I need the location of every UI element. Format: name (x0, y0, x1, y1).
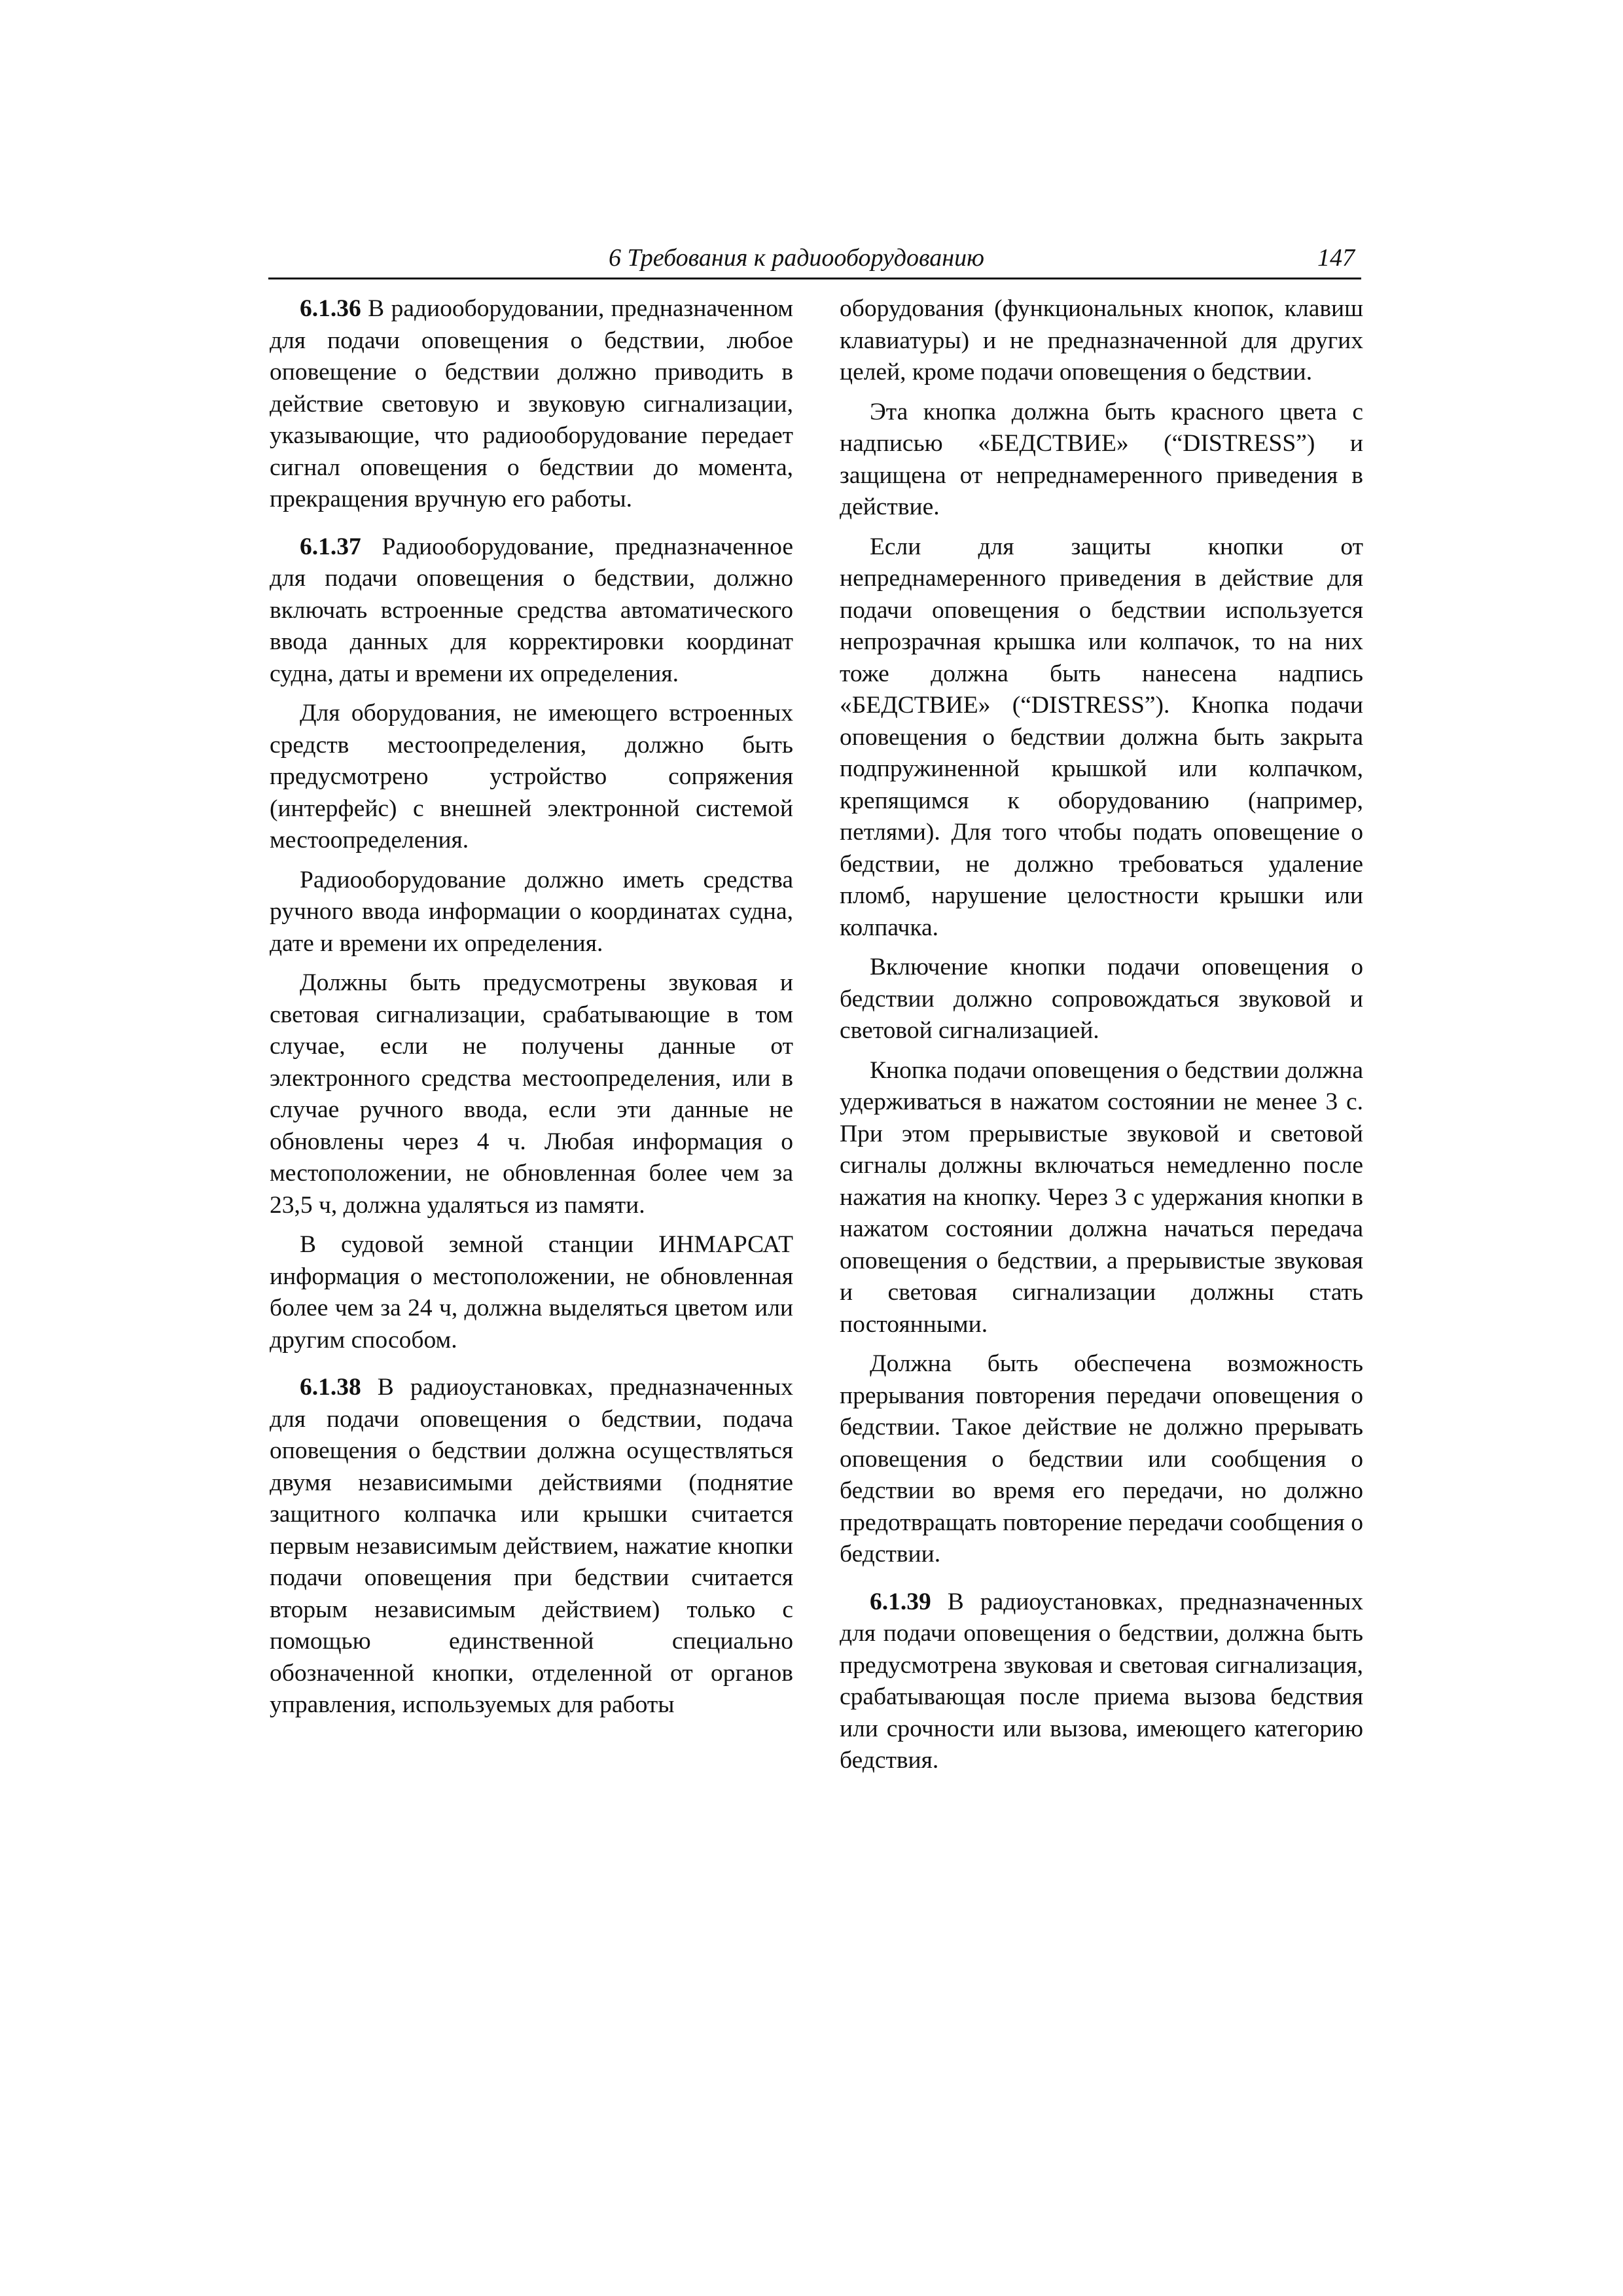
paragraph-6-1-37 (270, 531, 793, 691)
page-header (268, 238, 1361, 279)
paragraph-text: В радиоустановках, предназначенных для подачи оповещения о бедствии, должна быть предусмотрена звуковая и световая сигнализация, срабатывающая после приема вызова бедствия или срочности или вызова, имеющего категорию бедствия. (840, 1588, 1363, 1774)
paragraph: Кнопка подачи оповещения о бедствии должна удерживаться в нажатом состоянии не менее 3 с. При этом прерывистые звуковой и световой сигналы должны включаться немедленно после нажатия на кнопку. Через 3 с удержания кнопки в нажатом состоянии должна начаться передача оповещения о бедствии, а прерывистые звуковая и световая сигнализации должны стать постоянными. (840, 1056, 1363, 1338)
clause-number: 6.1.36 (300, 295, 361, 322)
paragraph: Для оборудования, не имеющего встроенных средств местоопределения, должно быть предусмотрено устройство сопряжения (интерфейс) с внешней электронной системой местоопределения. (270, 700, 793, 853)
paragraph: Если для защиты кнопки от непреднамеренного приведения в действие для подачи оповещения о бедствии используется непрозрачная крышка или колпачок, то на них тоже должна быть нанесена надпись «БЕДСТВИЕ» (“DISTRESS”). Кнопка подачи оповещения о бедствии должна быть закрыта подпружиненной крышкой или колпачком, крепящимся к оборудованию (например, петлями). Для того чтобы подать оповещение о бедствии, не должно требоваться удаление пломб, нарушение целостности крышки или колпачка. (840, 533, 1363, 941)
paragraph: В судовой земной станции ИНМАРСАТ информация о местоположении, не обновленная более чем за 24 ч, должна выделяться цветом или другим способом. (270, 1231, 793, 1354)
paragraph-6-1-39 (840, 1587, 1363, 1777)
paragraph-6-1-36 (270, 293, 793, 516)
left-column (270, 293, 793, 1721)
clause-number: 6.1.38 (300, 1374, 361, 1401)
paragraph-continuation: оборудования (функциональных кнопок, клавиш клавиатуры) и не предназначенной для других целей, кроме подачи оповещения о бедствии. (840, 295, 1363, 386)
paragraph: Включение кнопки подачи оповещения о бедствии должно сопровождаться звуковой и световой сигнализацией. (840, 954, 1363, 1044)
paragraph: Радиооборудование должно иметь средства ручного ввода информации о координатах судна, дате и времени их определения. (270, 866, 793, 957)
paragraph-text: Радиооборудование, предназначенное для подачи оповещения о бедствии, должно включать встроенные средства автоматического ввода данных для корректировки координат судна, даты и времени их определения. (270, 533, 793, 687)
page-number: 147 (1317, 244, 1355, 272)
paragraph-6-1-38 (270, 1372, 793, 1721)
paragraph: Эта кнопка должна быть красного цвета с надписью «БЕДСТВИЕ» (“DISTRESS”) и защищена от непреднамеренного приведения в действие. (840, 398, 1363, 520)
clause-number: 6.1.39 (870, 1588, 931, 1615)
running-title: 6 Требования к радиооборудованию (609, 244, 984, 272)
right-column (840, 293, 1363, 1777)
paragraph: Должна быть обеспечена возможность прерывания повторения передачи оповещения о бедствии. Такое действие не должно прерывать оповещения о бедствии или сообщения о бедствии во время его передачи, но должно предотвращать повторение передачи сообщения о бедствии. (840, 1350, 1363, 1568)
clause-number: 6.1.37 (300, 533, 361, 560)
paragraph: Должны быть предусмотрены звуковая и световая сигнализации, срабатывающие в том случае, если не получены данные от электронного средства местоопределения, или в случае ручного ввода, если эти данные не обновлены через 4 ч. Любая информация о местоположении, не обновленная более чем за 23,5 ч, должна удаляться из памяти. (270, 969, 793, 1219)
paragraph-text: В радиооборудовании, предназначенном для подачи оповещения о бедствии, любое оповещение о бедствии должно приводить в действие световую и звуковую сигнализации, указывающие, что радиооборудование передает сигнал оповещения о бедствии до момента, прекращения вручную его работы. (270, 295, 793, 512)
paragraph-text: В радиоустановках, предназначенных для подачи оповещения о бедствии, подача оповещения о бедствии должна осуществляться двумя независимыми действиями (поднятие защитного колпачка или крышки считается первым независимым действием, нажатие кнопки подачи оповещения при бедствии считается вторым независимым действием) только с помощью единственной специально обозначенной кнопки, отделенной от органов управления, используемых для работы (270, 1374, 793, 1718)
